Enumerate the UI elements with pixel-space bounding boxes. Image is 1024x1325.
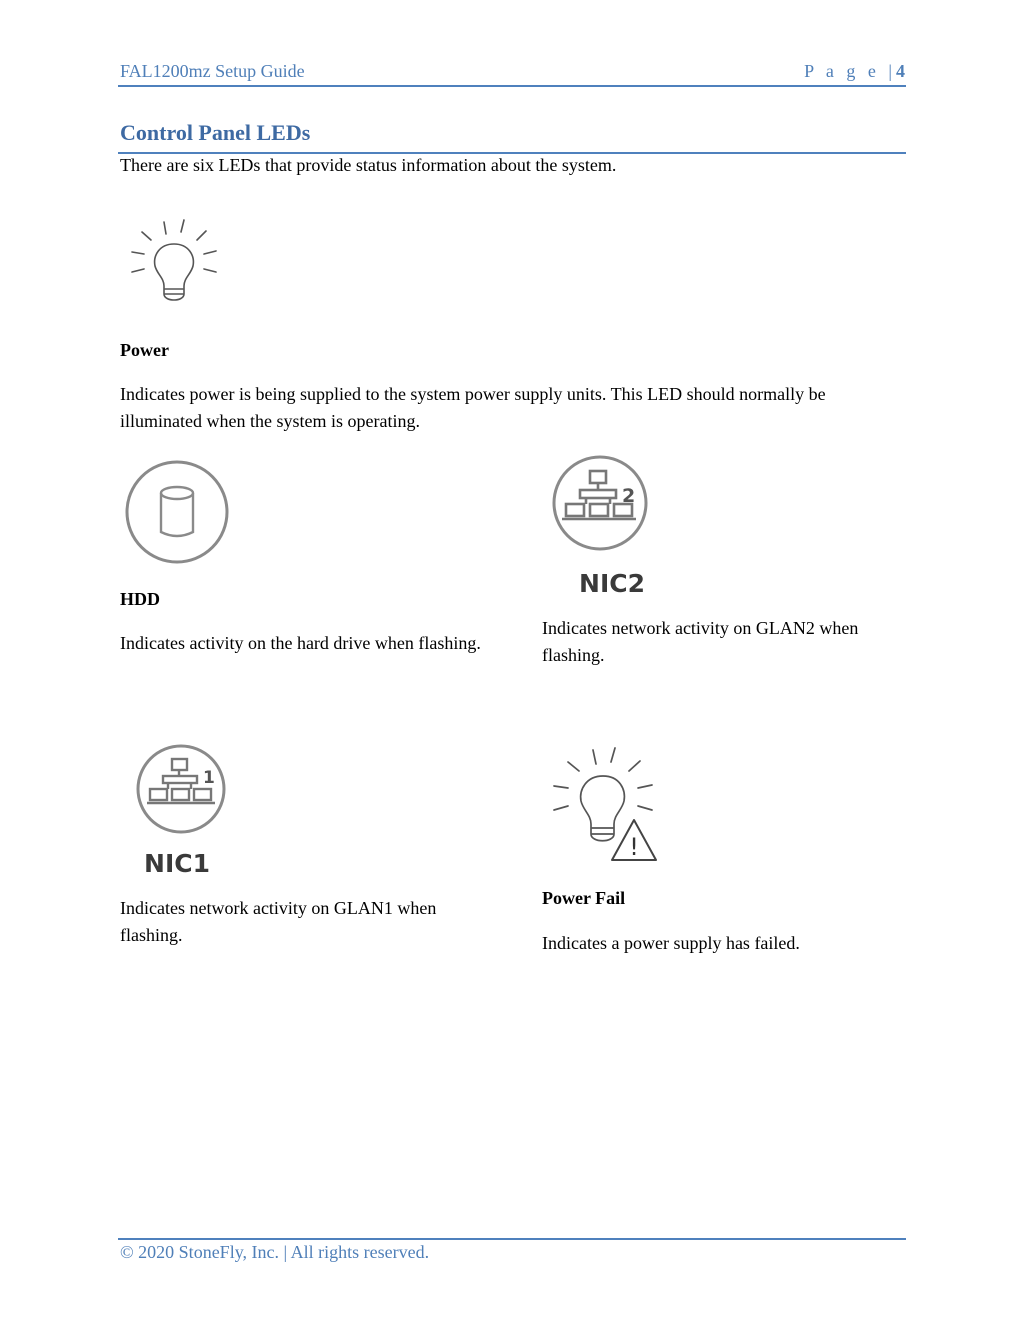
power-description: Indicates power is being supplied to the system power supply units. This LED should normally be illuminated when the system is operating. (120, 384, 826, 431)
header-divider (118, 85, 906, 87)
section-intro: There are six LEDs that provide status information about the system. (120, 155, 617, 175)
power-fail-icon (548, 738, 662, 866)
header-title: FAL1200mz Setup Guide (120, 61, 305, 81)
page-number: 4 (896, 61, 905, 81)
nic1-badge: 1 (203, 768, 215, 788)
hard-drive-icon (122, 456, 234, 568)
nic1-icon-label: NIC1 (144, 849, 210, 878)
nic1-description: Indicates network activity on GLAN1 when flashing. (120, 898, 437, 945)
page-indicator (804, 61, 905, 82)
warning-exclamation: ! (629, 833, 639, 861)
network-nic1-icon (133, 739, 233, 879)
network-nic2-icon (544, 454, 660, 599)
page-label: P a g e | (804, 61, 896, 81)
section-title: Control Panel LEDs (120, 120, 311, 145)
power-label: Power (120, 340, 169, 360)
footer-copyright: © 2020 StoneFly, Inc. | All rights reserved. (120, 1242, 430, 1262)
hdd-label: HDD (120, 589, 160, 609)
nic2-badge: 2 (622, 485, 636, 507)
section-divider (118, 152, 906, 154)
hdd-description: Indicates activity on the hard drive when flashing. (120, 633, 481, 653)
footer-divider (118, 1238, 906, 1240)
power-fail-label: Power Fail (542, 888, 626, 908)
nic2-icon-label: NIC2 (579, 569, 645, 598)
power-fail-description: Indicates a power supply has failed. (542, 933, 800, 953)
nic2-description: Indicates network activity on GLAN2 when flashing. (542, 618, 859, 665)
lightbulb-icon (126, 214, 222, 310)
